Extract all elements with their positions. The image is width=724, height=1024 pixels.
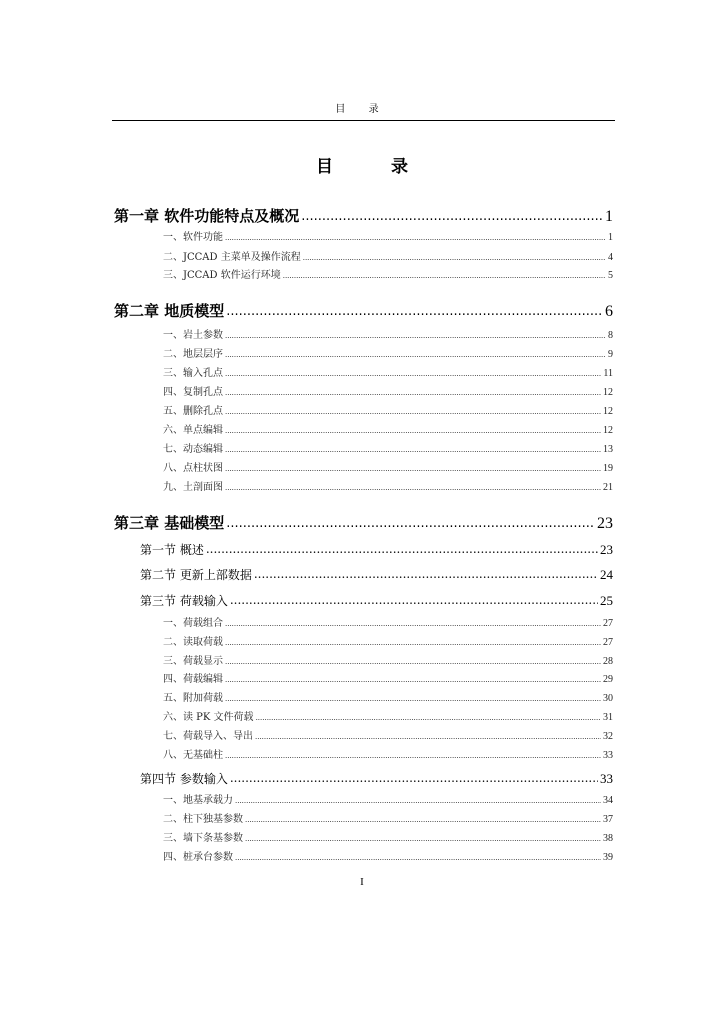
toc-item[interactable] xyxy=(163,228,613,243)
toc-page-number: 37 xyxy=(603,814,613,825)
toc-item[interactable] xyxy=(163,727,613,742)
toc-page-number: 28 xyxy=(603,656,613,667)
toc-page-number: 12 xyxy=(603,406,613,417)
toc-page-number: 34 xyxy=(603,795,613,806)
toc-item[interactable] xyxy=(163,848,613,863)
toc-item-label: 二、JCCAD 主菜单及操作流程 xyxy=(163,252,301,263)
toc-item[interactable] xyxy=(163,364,613,379)
toc-section[interactable] xyxy=(140,566,613,584)
dot-leader xyxy=(235,797,601,805)
toc-item-label: 九、土剖面图 xyxy=(163,482,223,493)
toc-item[interactable] xyxy=(163,421,613,436)
toc-page-number: 8 xyxy=(608,330,613,341)
toc-section[interactable] xyxy=(140,592,613,610)
dot-leader xyxy=(230,593,598,607)
toc-item[interactable] xyxy=(163,478,613,493)
toc-item-label: 二、柱下独基参数 xyxy=(163,814,243,825)
toc-item-label: 七、动态编辑 xyxy=(163,444,223,455)
dot-leader xyxy=(283,272,606,280)
dot-leader xyxy=(225,484,601,492)
dot-leader xyxy=(225,695,601,703)
footer-page-number: I xyxy=(360,876,364,888)
toc-item-label: 三、JCCAD 软件运行环境 xyxy=(163,270,281,281)
toc-page-number: 30 xyxy=(603,693,613,704)
toc-chapter-label: 第一章 软件功能特点及概况 xyxy=(114,207,300,225)
dot-leader xyxy=(225,408,601,416)
toc-item-label: 一、岩土参数 xyxy=(163,330,223,341)
toc-item-label: 三、墙下条基参数 xyxy=(163,833,243,844)
toc-chapter-2[interactable] xyxy=(114,300,613,322)
dot-leader xyxy=(225,465,601,473)
toc-section[interactable] xyxy=(140,770,613,788)
toc-item-label: 三、荷载显示 xyxy=(163,656,223,667)
toc-page-number: 38 xyxy=(603,833,613,844)
dot-leader xyxy=(225,370,601,378)
dot-leader xyxy=(225,639,601,647)
toc-item[interactable] xyxy=(163,402,613,417)
dot-leader xyxy=(225,234,606,242)
toc-page-number: 4 xyxy=(608,252,613,263)
toc-item-label: 四、复制孔点 xyxy=(163,387,223,398)
toc-item[interactable] xyxy=(163,746,613,761)
toc-page-number: 5 xyxy=(608,270,613,281)
dot-leader xyxy=(225,676,601,684)
dot-leader xyxy=(225,427,601,435)
toc-item-label: 五、删除孔点 xyxy=(163,406,223,417)
dot-leader xyxy=(225,389,601,397)
toc-chapter-label: 第三章 基础模型 xyxy=(114,514,225,532)
toc-item[interactable] xyxy=(163,248,613,263)
toc-item[interactable] xyxy=(163,614,613,629)
toc-page-number: 24 xyxy=(600,567,613,582)
toc-item[interactable] xyxy=(163,708,613,723)
toc-page-number: 13 xyxy=(603,444,613,455)
dot-leader xyxy=(225,620,601,628)
running-header: 目 录 xyxy=(335,104,389,115)
dot-leader xyxy=(225,332,606,340)
dot-leader xyxy=(256,714,601,722)
toc-page-number: 6 xyxy=(605,303,613,320)
toc-page-number: 21 xyxy=(603,482,613,493)
toc-section[interactable] xyxy=(140,541,613,559)
toc-page-number: 9 xyxy=(608,349,613,360)
toc-page-number: 39 xyxy=(603,852,613,863)
toc-item-label: 一、地基承载力 xyxy=(163,795,233,806)
toc-page-number: 33 xyxy=(600,771,613,786)
toc-page-number: 27 xyxy=(603,637,613,648)
toc-item[interactable] xyxy=(163,633,613,648)
toc-chapter-label: 第二章 地质模型 xyxy=(114,302,225,320)
toc-page-number: 23 xyxy=(597,515,613,532)
toc-item[interactable] xyxy=(163,326,613,341)
toc-item[interactable] xyxy=(163,345,613,360)
toc-item-label: 六、单点编辑 xyxy=(163,425,223,436)
toc-chapter-3[interactable] xyxy=(114,512,613,534)
toc-item-label: 八、点柱状图 xyxy=(163,463,223,474)
dot-leader xyxy=(235,854,601,862)
toc-item-label: 七、荷载导入、导出 xyxy=(163,731,253,742)
toc-item[interactable] xyxy=(163,440,613,455)
toc-page-number: 23 xyxy=(600,542,613,557)
toc-item[interactable] xyxy=(163,810,613,825)
dot-leader xyxy=(303,254,606,262)
toc-page-number: 19 xyxy=(603,463,613,474)
dot-leader xyxy=(230,771,598,785)
toc-section-label: 第四节 参数输入 xyxy=(140,772,228,786)
toc-item-label: 六、读 PK 文件荷载 xyxy=(163,712,254,723)
dot-leader xyxy=(225,752,601,760)
toc-section-label: 第一节 概述 xyxy=(140,543,204,557)
toc-page-number: 25 xyxy=(600,593,613,608)
toc-page-number: 31 xyxy=(603,712,613,723)
dot-leader xyxy=(226,516,595,531)
toc-chapter-1[interactable] xyxy=(114,205,613,227)
toc-item-label: 二、地层层序 xyxy=(163,349,223,360)
dot-leader xyxy=(225,351,606,359)
toc-page-number: 32 xyxy=(603,731,613,742)
toc-item-label: 一、荷载组合 xyxy=(163,618,223,629)
toc-page-number: 11 xyxy=(603,368,613,379)
toc-page-number: 12 xyxy=(603,387,613,398)
page-title: 目 录 xyxy=(316,157,434,177)
toc-item[interactable] xyxy=(163,459,613,474)
dot-leader xyxy=(225,446,601,454)
dot-leader xyxy=(301,209,603,224)
toc-section-label: 第三节 荷载输入 xyxy=(140,594,228,608)
toc-page-number: 33 xyxy=(603,750,613,761)
toc-item-label: 五、附加荷载 xyxy=(163,693,223,704)
dot-leader xyxy=(245,835,601,843)
toc-item[interactable] xyxy=(163,791,613,806)
toc-item-label: 四、桩承台参数 xyxy=(163,852,233,863)
toc-item-label: 三、输入孔点 xyxy=(163,368,223,379)
toc-page-number: 27 xyxy=(603,618,613,629)
toc-page-number: 1 xyxy=(608,232,613,243)
dot-leader xyxy=(226,304,603,319)
toc-section-label: 第二节 更新上部数据 xyxy=(140,568,252,582)
toc-item[interactable] xyxy=(163,829,613,844)
toc-item[interactable] xyxy=(163,652,613,667)
toc-item[interactable] xyxy=(163,689,613,704)
toc-item[interactable] xyxy=(163,266,613,281)
toc-item-label: 二、读取荷载 xyxy=(163,637,223,648)
toc-page-number: 1 xyxy=(605,208,613,225)
toc-item-label: 四、荷载编辑 xyxy=(163,674,223,685)
toc-page-number: 29 xyxy=(603,674,613,685)
dot-leader xyxy=(245,816,601,824)
toc-item-label: 八、无基础柱 xyxy=(163,750,223,761)
toc-item[interactable] xyxy=(163,383,613,398)
dot-leader xyxy=(225,658,601,666)
dot-leader xyxy=(255,733,601,741)
toc-item-label: 一、软件功能 xyxy=(163,232,223,243)
dot-leader xyxy=(254,567,598,581)
toc-item[interactable] xyxy=(163,670,613,685)
toc-page-number: 12 xyxy=(603,425,613,436)
dot-leader xyxy=(206,542,598,556)
